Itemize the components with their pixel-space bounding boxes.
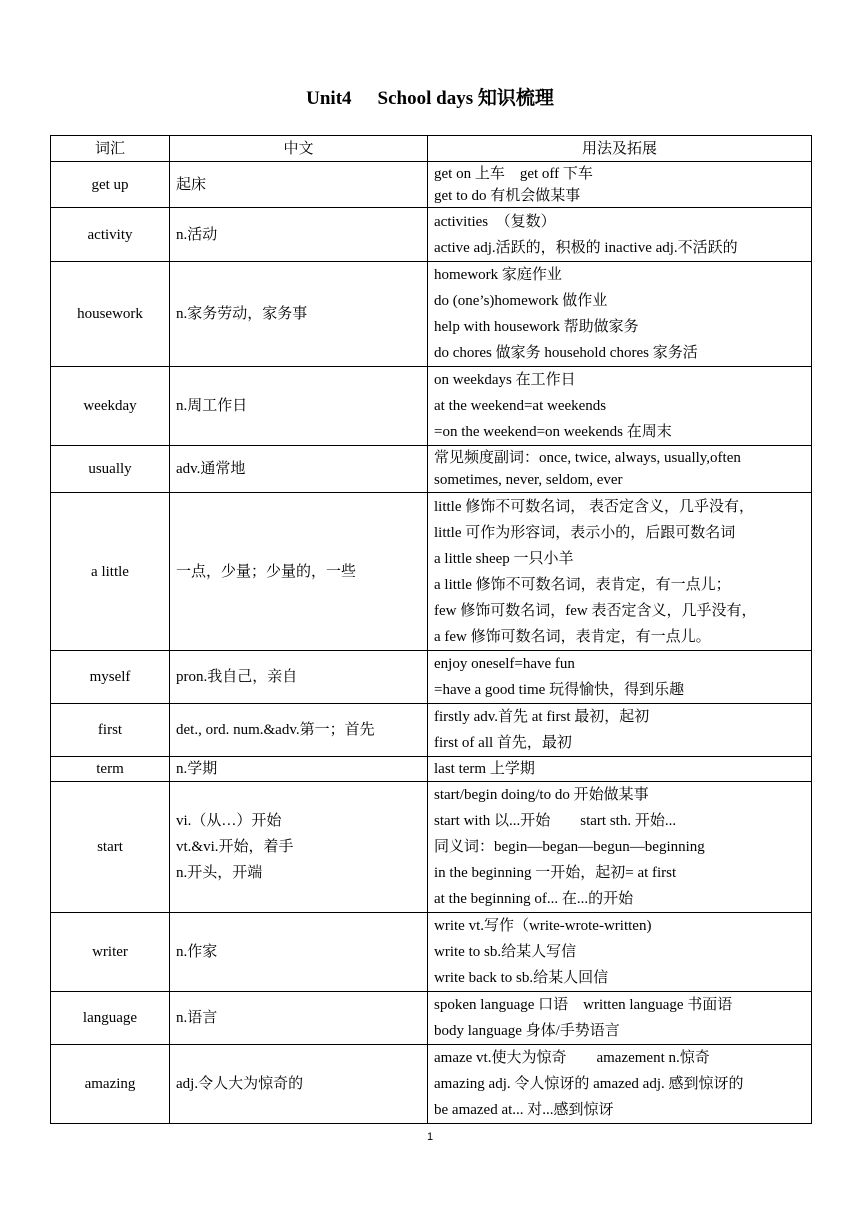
usage-line: do chores 做家务 household chores 家务活 (434, 345, 698, 361)
table-row (51, 913, 812, 992)
header-usage: 用法及拓展 (428, 136, 812, 162)
usage-line: first of all 首先，最初 (434, 735, 572, 751)
usage-line: get on 上车 get off 下车 (434, 165, 593, 182)
word-cell: first (51, 704, 170, 757)
usage-line: start with 以...开始 start sth. 开始... (434, 813, 677, 829)
usage-line: activities （复数） (434, 213, 556, 230)
usage-line: spoken language 口语 written language 书面语 (434, 997, 733, 1013)
meaning-cell (170, 367, 428, 446)
meaning-line: adj.令人大为惊奇的 (176, 1076, 304, 1092)
usage-line: do (one’s)homework 做作业 (434, 293, 608, 309)
usage-line: 同义词：begin—began—begun—beginning (434, 839, 705, 855)
usage-line: a little 修饰不可数名词，表肯定，有一点儿； (434, 576, 731, 593)
usage-cell (428, 992, 812, 1045)
word-cell: housework (51, 262, 170, 367)
usage-line: write back to sb.给某人回信 (434, 970, 609, 986)
usage-line: 常见频度副词：once, twice, always, usually,often (434, 450, 741, 466)
title-unit: Unit4 (306, 88, 352, 109)
word-cell: language (51, 992, 170, 1045)
usage-line: firstly adv.首先 at first 最初，起初 (434, 709, 650, 725)
table-row (51, 651, 812, 704)
word-cell: term (51, 757, 170, 782)
word-cell: amazing (51, 1045, 170, 1124)
table-row (51, 493, 812, 651)
meaning-line: adv.通常地 (176, 461, 246, 477)
meaning-line: n.学期 (176, 760, 218, 777)
meaning-line: vt.&vi.开始，着手 (176, 839, 294, 855)
meaning-line: vi.（从…）开始 (176, 813, 282, 829)
usage-line: start/begin doing/to do 开始做某事 (434, 787, 649, 803)
usage-line: =on the weekend=on weekends 在周末 (434, 424, 672, 440)
usage-cell (428, 493, 812, 651)
word-cell: weekday (51, 367, 170, 446)
meaning-line: pron.我自己，亲自 (176, 669, 298, 685)
header-word: 词汇 (51, 136, 170, 162)
table-row (51, 782, 812, 913)
header-meaning: 中文 (170, 136, 428, 162)
meaning-line: n.语言 (176, 1010, 218, 1026)
word-cell: activity (51, 208, 170, 262)
usage-line: amazing adj. 令人惊讶的 amazed adj. 感到惊讶的 (434, 1076, 744, 1092)
usage-line: body language 身体/手势语言 (434, 1023, 620, 1039)
usage-cell (428, 367, 812, 446)
usage-line: amaze vt.使大为惊奇 amazement n.惊奇 (434, 1050, 710, 1066)
usage-line: little 可作为形容词，表示小的，后跟可数名词 (434, 524, 736, 541)
meaning-line: n.活动 (176, 226, 218, 243)
usage-cell (428, 208, 812, 262)
table-row (51, 704, 812, 757)
table-row (51, 367, 812, 446)
page-number: 1 (426, 1131, 434, 1143)
table-row (51, 162, 812, 208)
usage-line: sometimes, never, seldom, ever (434, 472, 623, 488)
usage-line: =have a good time 玩得愉快，得到乐趣 (434, 682, 685, 698)
usage-line: at the weekend=at weekends (434, 398, 607, 414)
page-title (0, 83, 860, 110)
meaning-line: n.开头，开端 (176, 865, 263, 881)
usage-cell (428, 1045, 812, 1124)
usage-line: be amazed at... 对...感到惊讶 (434, 1102, 614, 1118)
word-cell: a little (51, 493, 170, 651)
usage-line: write to sb.给某人写信 (434, 944, 577, 960)
table-row (51, 992, 812, 1045)
usage-line: enjoy oneself=have fun (434, 656, 575, 672)
word-cell: get up (51, 162, 170, 208)
word-cell: myself (51, 651, 170, 704)
meaning-cell (170, 446, 428, 493)
table-row (51, 757, 812, 782)
meaning-cell (170, 262, 428, 367)
meaning-cell (170, 1045, 428, 1124)
meaning-cell (170, 913, 428, 992)
usage-line: a little sheep 一只小羊 (434, 550, 574, 567)
meaning-line: n.作家 (176, 944, 218, 960)
word-cell: writer (51, 913, 170, 992)
usage-line: get to do 有机会做某事 (434, 187, 581, 204)
usage-line: homework 家庭作业 (434, 267, 562, 283)
title-topic: School days 知识梳理 (377, 88, 554, 109)
usage-line: help with housework 帮助做家务 (434, 319, 639, 335)
meaning-line: det., ord. num.&adv.第一；首先 (176, 722, 375, 738)
usage-line: in the beginning 一开始，起初= at first (434, 865, 677, 881)
vocabulary-table (50, 135, 812, 1124)
meaning-line: 一点，少量；少量的，一些 (176, 563, 357, 580)
usage-line: little 修饰不可数名词， 表否定含义，几乎没有， (434, 498, 754, 515)
meaning-line: 起床 (176, 176, 207, 193)
usage-line: a few 修饰可数名词，表肯定，有一点儿。 (434, 628, 711, 645)
usage-cell (428, 262, 812, 367)
meaning-line: n.周工作日 (176, 398, 248, 414)
meaning-cell (170, 162, 428, 208)
meaning-cell (170, 992, 428, 1045)
meaning-cell (170, 757, 428, 782)
usage-line: on weekdays 在工作日 (434, 372, 576, 388)
usage-line: few 修饰可数名词，few 表否定含义，几乎没有， (434, 602, 757, 619)
meaning-line: n.家务劳动，家务事 (176, 306, 308, 322)
meaning-cell (170, 782, 428, 913)
table-row (51, 446, 812, 493)
usage-line: write vt.写作（write-wrote-written) (434, 918, 652, 934)
word-cell: start (51, 782, 170, 913)
table-row (51, 262, 812, 367)
usage-line: at the beginning of... 在...的开始 (434, 891, 634, 907)
usage-line: active adj.活跃的，积极的 inactive adj.不活跃的 (434, 239, 738, 256)
word-cell: usually (51, 446, 170, 493)
meaning-cell (170, 651, 428, 704)
usage-cell (428, 162, 812, 208)
usage-cell (428, 757, 812, 782)
usage-cell (428, 782, 812, 913)
usage-cell (428, 446, 812, 493)
table-row (51, 1045, 812, 1124)
usage-line: last term 上学期 (434, 760, 535, 777)
usage-cell (428, 913, 812, 992)
meaning-cell (170, 493, 428, 651)
usage-cell (428, 651, 812, 704)
table-row (51, 208, 812, 262)
table-header-row (51, 136, 812, 162)
meaning-cell (170, 208, 428, 262)
meaning-cell (170, 704, 428, 757)
usage-cell (428, 704, 812, 757)
